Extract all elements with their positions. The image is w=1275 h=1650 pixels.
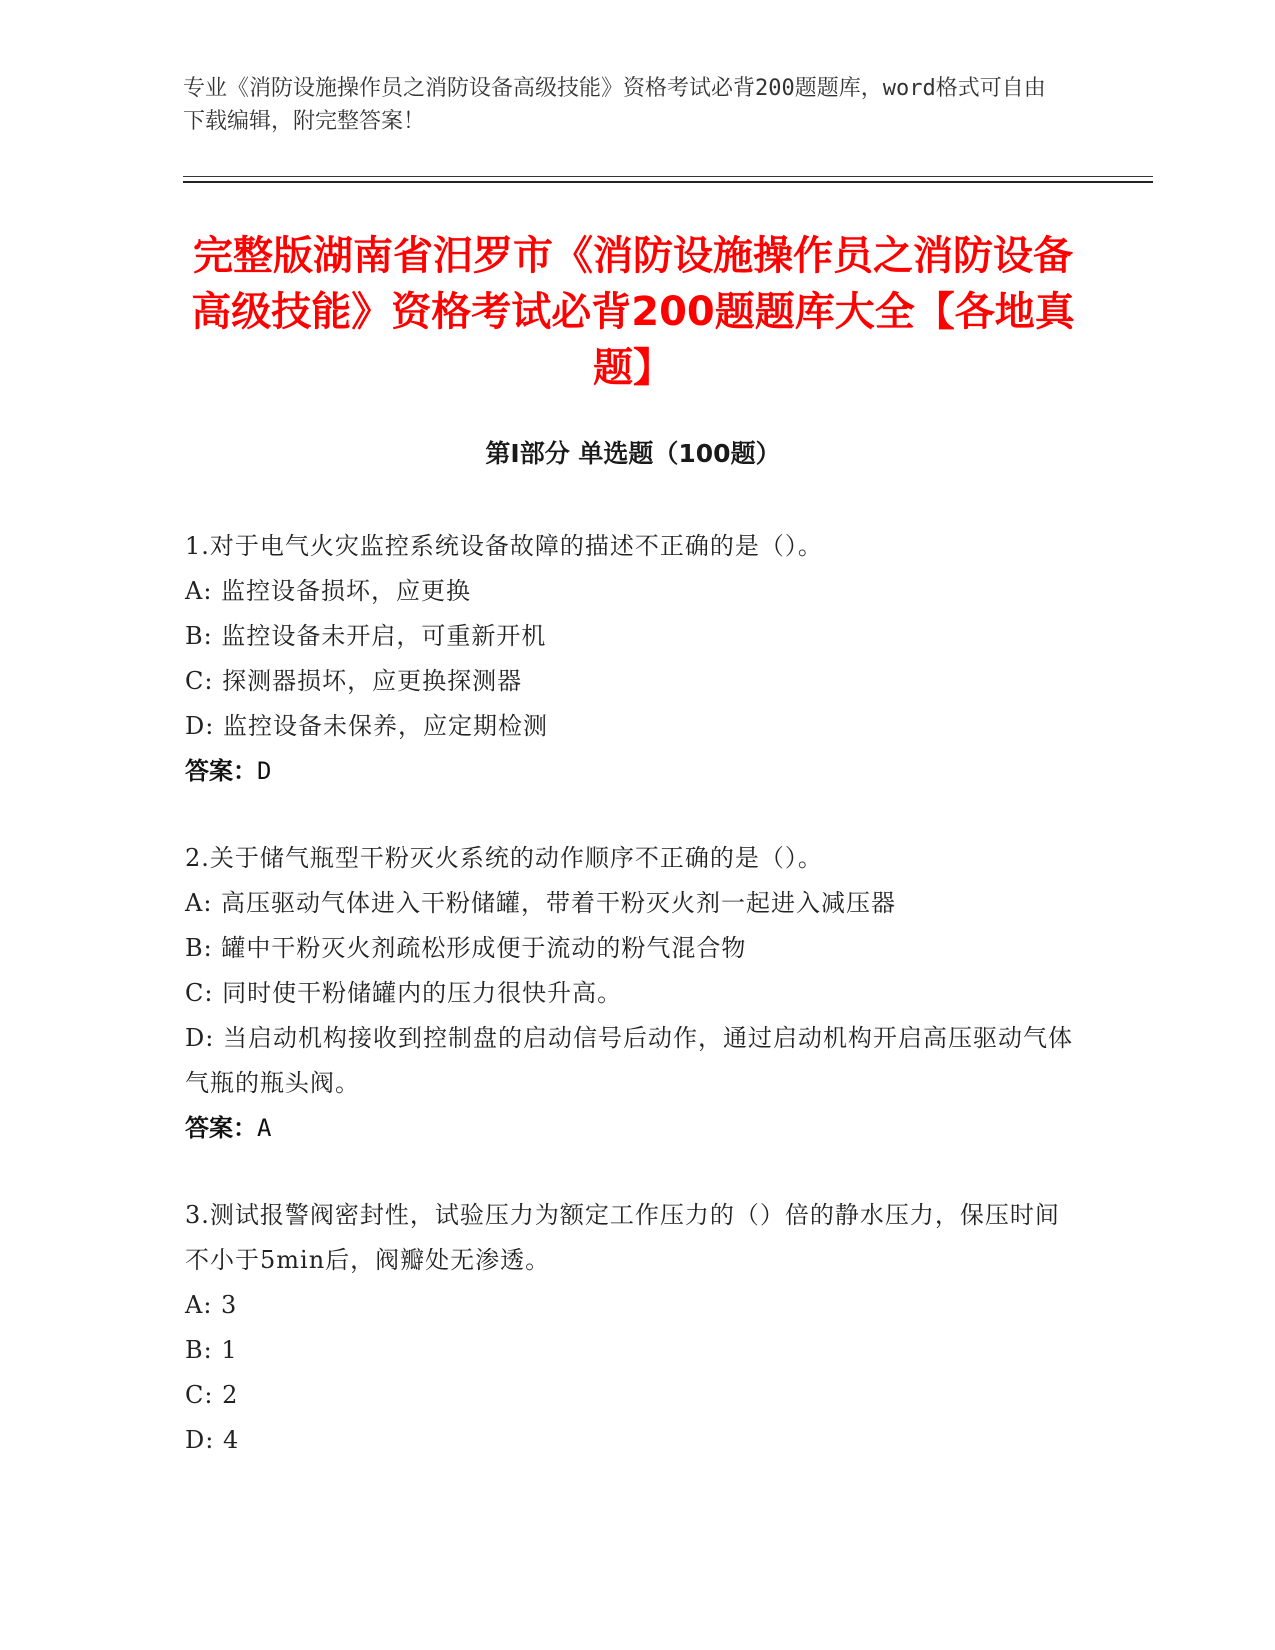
header-rule-thick [183,181,1153,183]
header-note: 专业《消防设施操作员之消防设备高级技能》资格考试必背200题题库，word格式可自由下载编辑，附完整答案！ [183,76,1046,134]
question-1 [185,524,1075,794]
answer-value: D [257,757,272,785]
answer [185,749,1075,794]
option-a: A: 3 [185,1291,238,1319]
question-text: 2.关于储气瓶型干粉灭火系统的动作顺序不正确的是（）。 [185,844,823,872]
option-c: C: 探测器损坏，应更换探测器 [185,667,523,695]
option-d: D: 监控设备未保养，应定期检测 [185,712,548,740]
option-d: D: 当启动机构接收到控制盘的启动信号后动作，通过启动机构开启高压驱动气体气瓶的瓶头阀。 [185,1024,1073,1097]
answer-label: 答案： [185,1114,257,1142]
question-list [185,524,1075,1505]
document-title: 完整版湖南省汨罗市《消防设施操作员之消防设备高级技能》资格考试必背200题题库大全【各地真题】 [191,233,1075,391]
answer [185,1106,1075,1151]
section-heading: 第Ⅰ部分 单选题（100题） [485,439,781,468]
question-3 [185,1193,1075,1463]
option-c: C: 同时使干粉储罐内的压力很快升高。 [185,979,623,1007]
option-d: D: 4 [185,1426,240,1454]
question-2 [185,836,1075,1151]
question-text: 1.对于电气火灾监控系统设备故障的描述不正确的是（）。 [185,532,823,560]
option-b: B: 罐中干粉灭火剂疏松形成便于流动的粉气混合物 [185,934,747,962]
question-text: 3.测试报警阀密封性，试验压力为额定工作压力的（）倍的静水压力，保压时间不小于5min后，阀瓣处无渗透。 [185,1201,1060,1274]
answer-label: 答案： [185,757,257,785]
header-rule-thin [183,176,1153,177]
option-b: B: 1 [185,1336,238,1364]
answer-value: A [257,1114,272,1142]
option-c: C: 2 [185,1381,239,1409]
option-b: B: 监控设备未开启，可重新开机 [185,622,547,650]
option-a: A: 高压驱动气体进入干粉储罐，带着干粉灭火剂一起进入减压器 [185,889,897,917]
option-a: A: 监控设备损坏，应更换 [185,577,472,605]
